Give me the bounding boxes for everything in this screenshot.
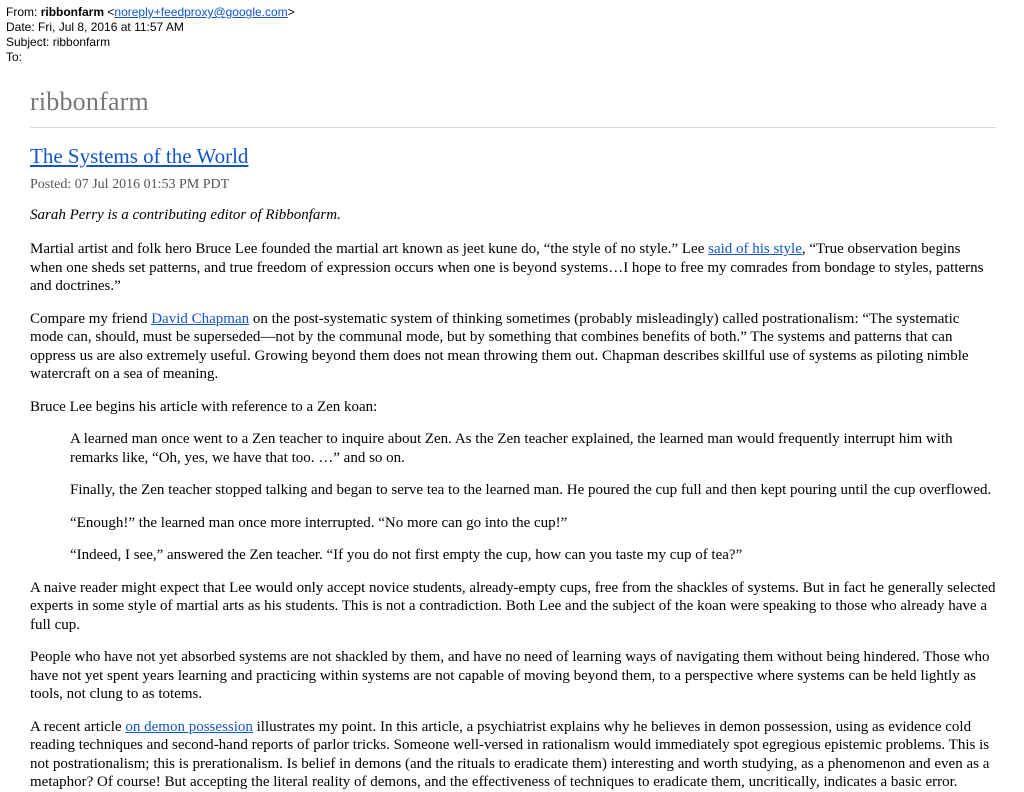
email-from-name: ribbonfarm — [40, 5, 105, 19]
email-date-value: Fri, Jul 8, 2016 at 11:57 AM — [38, 20, 184, 34]
email-from-address-link[interactable]: noreply+feedproxy@google.com — [114, 5, 288, 19]
paragraph-6 — [30, 718, 996, 792]
paragraph-3: Bruce Lee begins his article with reference to a Zen koan: — [30, 398, 378, 415]
post-byline: Sarah Perry is a contributing editor of Ribbonfarm. — [30, 207, 341, 223]
paragraph-1-part-b: , “True observation begins when one sheds set patterns, and true freedom of expression occurs when one is beyond systems…I hope to free my comrades from bondage to styles, patterns and doctrines.” — [30, 241, 984, 294]
paragraph-5: People who have not yet absorbed systems are not shackled by them, and have no need of learning ways of navigating them without being hindered. Those who have not yet spent years learning and practicing within systems are not capable of moving beyond them, to a perspective where systems can be held lightly as tools, not clung to as totems. — [30, 649, 990, 702]
email-subject-value: ribbonfarm — [52, 35, 111, 49]
paragraph-2-part-b: on the post-systematic system of thinking sometimes (probably misleadingly) called postrationalism: “The systematic mode can, should, must be superseded—not by the communal mode, but by something that combines benefits of both.” The systems and patterns that can oppress us are also extremely useful. Growing beyond them does not mean throwing them out. Chapman describes skillful use of systems as piloting nimble watercraft on a sea of meaning. — [30, 310, 969, 382]
email-subject-label: Subject: — [6, 35, 50, 49]
koan-paragraph-4: “Indeed, I see,” answered the Zen teacher. “If you do not first empty the cup, how can you taste my cup of tea?” — [70, 547, 743, 563]
email-from-bracket-close: > — [287, 5, 295, 19]
blog-site-title: ribbonfarm — [30, 87, 149, 116]
link-on-demon-possession[interactable]: on demon possession — [125, 718, 253, 735]
koan-paragraph-1: A learned man once went to a Zen teacher to inquire about Zen. As the Zen teacher explained, the learned man would frequently interrupt him with remarks like, “Oh, yes, we have that too. …” and so on. — [70, 431, 953, 466]
email-from-label: From: — [6, 5, 38, 19]
email-body — [0, 87, 1024, 792]
koan-blockquote — [30, 430, 996, 565]
link-said-of-his-style[interactable]: said of his style — [708, 241, 802, 257]
post-date: Posted: 07 Jul 2016 01:53 PM PDT — [30, 177, 230, 192]
paragraph-4: A naive reader might expect that Lee would only accept novice students, already-empty cups, free from the shackles of systems. But in fact he generally selected experts in some style of martial arts as his students. This is not a contradiction. Both Lee and the subject of the koan were speaking to those who already have a full cup. — [30, 579, 996, 633]
email-subject-row — [6, 35, 1024, 50]
email-to-row — [6, 50, 1024, 65]
paragraph-1 — [30, 240, 996, 296]
paragraph-2 — [30, 310, 996, 384]
email-header — [0, 0, 1024, 65]
email-date-row — [6, 20, 1024, 35]
paragraph-6-part-b: illustrates my point. In this article, a psychiatrist explains why he believes in demon possession, using as evidence cold reading techniques and second-hand reports of parlor tricks. Someone well-versed in rationalism would immediately spot egregious epistemic problems. This is not postrationalism; this is prerationalism. Is belief in demons (and the rituals to eradicate them) interesting and worth studying, as a phenomenon and even as a metaphor? Of course! But accepting the literal reality of demons, and the effectiveness of techniques to eradicate them, uncritically, indicates a basic error. — [30, 718, 990, 790]
email-date-label: Date: — [6, 20, 35, 34]
email-to-label: To: — [6, 50, 23, 64]
post-title-link[interactable]: The Systems of the World — [30, 144, 249, 168]
koan-paragraph-3: “Enough!” the learned man once more interrupted. “No more can go into the cup!” — [70, 514, 568, 531]
koan-paragraph-2: Finally, the Zen teacher stopped talking and began to serve tea to the learned man. He poured the cup full and then kept pouring until the cup overflowed. — [70, 482, 992, 498]
paragraph-1-part-a: Martial artist and folk hero Bruce Lee founded the martial art known as jeet kune do, “the style of no style.” Lee — [30, 241, 709, 257]
paragraph-6-part-a: A recent article — [30, 718, 126, 735]
paragraph-2-part-a: Compare my friend — [30, 310, 152, 327]
header-divider — [30, 127, 996, 128]
email-from-row — [6, 5, 1024, 20]
email-from-bracket-open: < — [107, 5, 115, 19]
link-david-chapman[interactable]: David Chapman — [151, 310, 250, 327]
